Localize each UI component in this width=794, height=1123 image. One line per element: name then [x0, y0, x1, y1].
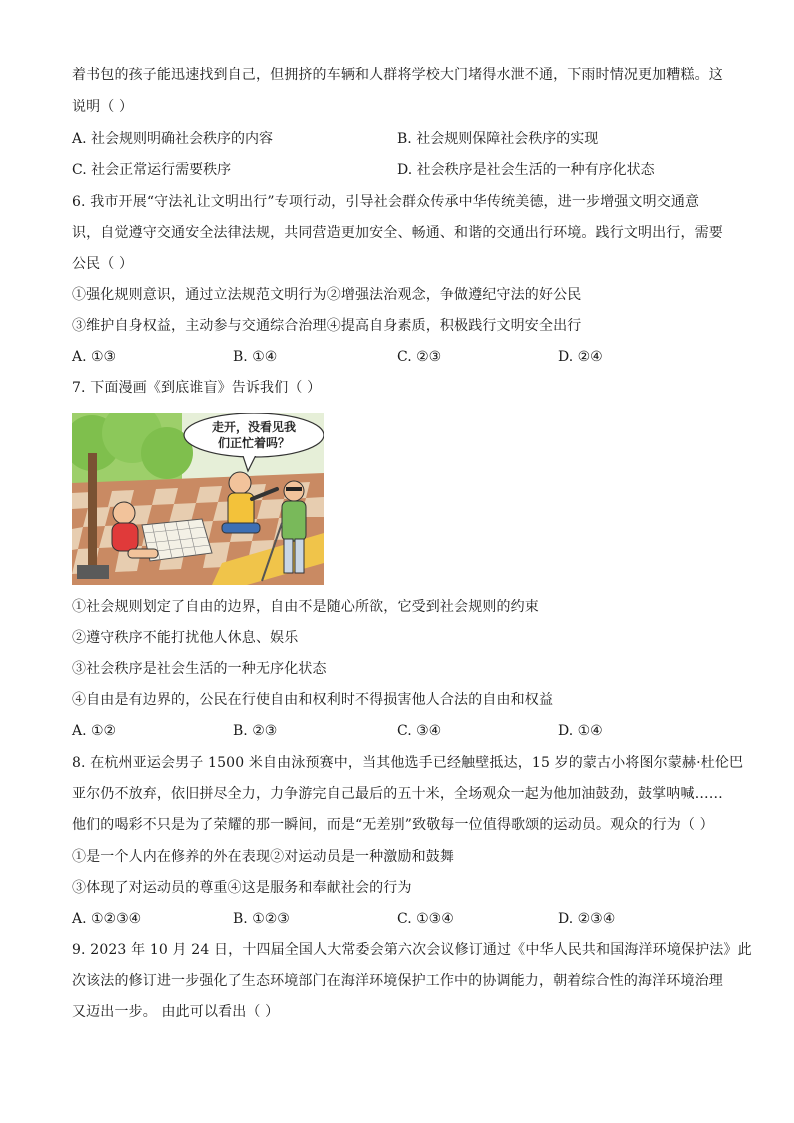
- q8-option-d[interactable]: D. ②③④: [558, 911, 616, 927]
- q6-option-a[interactable]: A. ①③: [72, 349, 117, 365]
- q8-stem-line-3: 他们的喝彩不只是为了荣耀的那一瞬间，而是“无差别”致敬每一位值得歌颂的运动员。观众的行为（ ）: [72, 817, 714, 833]
- q5-option-b[interactable]: B. 社会规则保障社会秩序的实现: [397, 131, 599, 147]
- comic-illustration: [72, 413, 324, 585]
- q6-statement-2: ③维护自身权益，主动参与交通综合治理④提高自身素质，积极践行文明安全出行: [72, 318, 582, 334]
- q6-option-d[interactable]: D. ②④: [558, 349, 603, 365]
- q8-option-c[interactable]: C. ①③④: [397, 911, 454, 927]
- q5-option-c[interactable]: C. 社会正常运行需要秩序: [72, 162, 232, 178]
- q9-stem-line-2: 次该法的修订进一步强化了生态环境部门在海洋环境保护工作中的协调能力，朝着综合性的海洋环境治理: [72, 973, 723, 989]
- q7-option-a[interactable]: A. ①②: [72, 723, 117, 739]
- q6-option-c[interactable]: C. ②③: [397, 349, 442, 365]
- q5-option-d[interactable]: D. 社会秩序是社会生活的一种有序化状态: [397, 162, 655, 178]
- speech-text-line-2: 们正忙着吗？: [217, 436, 291, 450]
- q8-stem-line-2: 亚尔仍不放弃，依旧拼尽全力，力争游完自己最后的五十米，全场观众一起为他加油鼓劲，鼓掌呐喊……: [72, 786, 723, 802]
- q8-option-b[interactable]: B. ①②③: [233, 911, 290, 927]
- q5-stem-line-2: 说明（ ）: [72, 99, 134, 115]
- q7-option-d[interactable]: D. ①④: [558, 723, 603, 739]
- speech-text-line-1: 走开，没看见我: [211, 420, 297, 434]
- q7-statement-2: ②遵守秩序不能打扰他人休息、娱乐: [72, 630, 299, 646]
- q7-option-b[interactable]: B. ②③: [233, 723, 278, 739]
- q5-stem-line-1: 着书包的孩子能迅速找到自己，但拥挤的车辆和人群将学校大门堵得水泄不通，下雨时情况更加糟糕。这: [72, 67, 723, 83]
- q8-statement-2: ③体现了对运动员的尊重④这是服务和奉献社会的行为: [72, 880, 412, 896]
- q8-statement-1: ①是一个人内在修养的外在表现②对运动员是一种激励和鼓舞: [72, 849, 455, 865]
- q7-statement-4: ④自由是有边界的，公民在行使自由和权利时不得损害他人合法的自由和权益: [72, 692, 554, 708]
- q9-stem-line-1: 9. 2023 年 10 月 24 日，十四届全国人大常委会第六次会议修订通过《中华人民共和国海洋环境保护法》此: [72, 942, 752, 958]
- q6-option-b[interactable]: B. ①④: [233, 349, 278, 365]
- q5-option-a[interactable]: A. 社会规则明确社会秩序的内容: [72, 131, 274, 147]
- q6-stem-line-3: 公民（ ）: [72, 256, 134, 272]
- q7-statement-1: ①社会规则划定了自由的边界，自由不是随心所欲，它受到社会规则的约束: [72, 599, 539, 615]
- q8-option-a[interactable]: A. ①②③④: [72, 911, 142, 927]
- q7-statement-3: ③社会秩序是社会生活的一种无序化状态: [72, 661, 327, 677]
- q6-stem-line-2: 识，自觉遵守交通安全法律法规，共同营造更加安全、畅通、和谐的交通出行环境。践行文明出行，需要: [72, 225, 723, 241]
- q9-stem-line-3: 又迈出一步。 由此可以看出（ ）: [72, 1004, 280, 1020]
- q6-stem-line-1: 6. 我市开展“守法礼让文明出行”专项行动，引导社会群众传承中华传统美德，进一步增强文明交通意: [72, 194, 700, 210]
- q7-stem: 7. 下面漫画《到底谁盲》告诉我们（ ）: [72, 380, 322, 396]
- q8-stem-line-1: 8. 在杭州亚运会男子 1500 米自由泳预赛中，当其他选手已经触壁抵达，15 岁的蒙古小将图尔蒙赫·杜伦巴: [72, 755, 744, 771]
- q7-option-c[interactable]: C. ③④: [397, 723, 442, 739]
- q6-statement-1: ①强化规则意识，通过立法规范文明行为②增强法治观念，争做遵纪守法的好公民: [72, 287, 582, 303]
